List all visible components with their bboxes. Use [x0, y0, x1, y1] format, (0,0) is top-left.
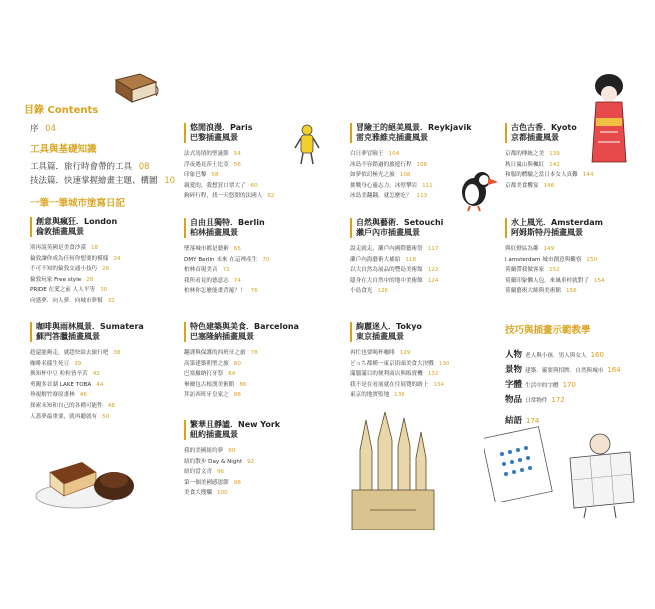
- city-subtitle: 紐約插畫風景: [190, 430, 238, 439]
- list-item: 京都的傳統之美 139: [505, 151, 560, 157]
- preface-entry: [30, 122, 56, 134]
- list-item: 冰島不容錯過的旅遊行程 106: [350, 161, 428, 168]
- tech-title: 技巧與插畫示範教學: [505, 325, 591, 336]
- city-title: 自由且獨特．Berlin: [190, 218, 265, 227]
- part1-item-label: 工具篇．旅行時會帶的工具: [30, 162, 133, 172]
- list-item: 荷蘭藝術大師與美術館 156: [505, 288, 577, 295]
- city-subtitle: 倫敦插畫風景: [36, 227, 84, 236]
- city-subtitle: 雷克雅維克插畫風景: [356, 133, 428, 142]
- city-block-reykjavik: [350, 123, 472, 202]
- list-item: 我不是在看展就在往展覽的路上 134: [350, 381, 445, 388]
- list-item: 小島食光 126: [350, 288, 389, 295]
- city-title: 咖啡與雨林風景．Sumatera: [36, 322, 144, 331]
- ending-entry: 結語 174: [505, 416, 540, 426]
- city-title: 悠閒浪漫．Paris: [190, 123, 253, 132]
- city-subtitle: 巴黎插畫風景: [190, 133, 238, 142]
- list-item: 向盛夢．向人夢．向城市夢幫 32: [30, 297, 115, 304]
- list-item: 勇闖多首湖 LAKE TOBA 44: [30, 381, 104, 388]
- list-item: 紐約散步 Day & Night 92: [184, 458, 255, 465]
- list-item: 法式馬情的聖誕節 54: [184, 151, 241, 157]
- list-item: 親愛的，我想買口罩大了 60: [184, 182, 258, 189]
- city-title: 創意與瘋狂．London: [36, 217, 118, 226]
- part1-item-page: 10: [164, 176, 176, 186]
- list-item: 如夢似幻極光之旅 108: [350, 172, 411, 179]
- list-item: 挑戰身心靈志力，冰壁攀岩 111: [350, 182, 433, 189]
- city-block-setouchi: [350, 218, 443, 297]
- list-item: 字體 生活中的字體 170: [505, 380, 576, 390]
- part1-item: [30, 174, 175, 186]
- list-item: 與紅燈區為鄰 149: [505, 246, 555, 252]
- map-reader-icon: [560, 432, 640, 518]
- list-item: 滿腦滿目的便利商店與販賣機 132: [350, 371, 439, 378]
- list-item: どっち都種一東京街頭美食大決戰 130: [350, 360, 450, 367]
- list-item: 物品 日常物件 172: [505, 395, 565, 405]
- city-title: 水上風光．Amsterdam: [511, 218, 603, 227]
- list-item: 柏林首現美音 72: [184, 267, 230, 274]
- city-block-amsterdam: [505, 218, 605, 297]
- city-block-berlin: [184, 218, 269, 297]
- list-item: 不可不知的倫敦交通小技巧 26: [30, 266, 110, 273]
- city-block-paris: [184, 123, 274, 202]
- part1-item-page: 08: [138, 162, 150, 172]
- city-title: 繁華且靜謐．New York: [190, 420, 281, 429]
- cake-icon: [30, 446, 140, 512]
- list-item: 別再說英國是美食沙漠 18: [30, 245, 99, 251]
- part1-item: [30, 160, 150, 172]
- list-item: 景物 建築．靈要與招牌．自然與城市 164: [505, 365, 621, 375]
- list-item: DMY Berlin 未來 在這裡產生 70: [184, 256, 270, 263]
- city-block-tokyo: [350, 322, 449, 401]
- city-block-barcelona: [184, 322, 299, 401]
- list-item: 咖啡名樣生死豆 39: [30, 360, 82, 367]
- list-item: 荷蘭帶我做客家 152: [505, 267, 560, 274]
- city-title: 絢麗迷人．Tokyo: [356, 322, 422, 331]
- list-item: 人蓋夢最重要，就再聽就有 50: [30, 413, 110, 420]
- list-item: 高第建築朝聖之旅 80: [184, 360, 241, 367]
- city-subtitle: 瀨戶內市插畫風景: [356, 228, 420, 237]
- list-item: 以大自然為展品的豐島美術館 122: [350, 267, 439, 274]
- tickets-icon: [484, 424, 554, 502]
- list-item: 鉤碎行程，找一天悠閒的法國人 62: [184, 193, 275, 200]
- part1-item-label: 技法篇．快速掌握繪畫主題、構圖: [30, 176, 158, 186]
- list-item: 瀨戶內海藝術大補給 118: [350, 256, 417, 263]
- sagrada-familia-icon: [330, 410, 450, 530]
- list-item: 隱身在大自然中的地中美術館 124: [350, 277, 439, 284]
- list-item: 拜訪西班牙皇家之 88: [184, 392, 241, 399]
- city-subtitle: 巴塞隆納插畫風景: [190, 332, 254, 341]
- part1-title: 工具與基礎知識: [30, 144, 97, 155]
- list-item: 浮夜遇見莎士比亞 56: [184, 161, 241, 168]
- list-item: 和服的體驗之當日本女人真難 144: [505, 172, 594, 179]
- list-item: 換知杯中豆 粒粒皆辛苦 42: [30, 371, 100, 378]
- list-item: 再忙也要喝杯咖啡 129: [350, 350, 411, 356]
- list-item: 趁還能夠走，就趕快給去旅行吧 38: [30, 350, 121, 356]
- toc-title: 目錄 Contents: [24, 105, 99, 116]
- preface-page: 04: [45, 124, 57, 134]
- list-item: 畢爾包古根漢美術館 86: [184, 381, 247, 388]
- city-subtitle: 東京插畫風景: [356, 332, 404, 341]
- city-title: 古色古香．Kyoto: [511, 123, 577, 132]
- list-item: 白日夢冒險王 104: [350, 151, 400, 157]
- list-item: 人物 老人與小孩．男人與女人 160: [505, 350, 604, 360]
- oscar-statue-icon: [292, 124, 322, 168]
- list-item: 京都美食饗宴 146: [505, 182, 555, 189]
- city-block-kyoto: [505, 123, 593, 191]
- list-item: 墜落城市都是藝術 65: [184, 246, 241, 252]
- list-item: 倫敦玩家 Free style 28: [30, 276, 94, 283]
- list-item: PRIDE 在愛之前 人人平等 30: [30, 287, 108, 294]
- list-item: 印象巴黎 58: [184, 172, 219, 179]
- list-item: 第一個美國感恩節 98: [184, 479, 241, 486]
- list-item: 柏林你怎麼能畫背罷？！ 76: [184, 288, 258, 295]
- list-item: 我所看見的德意志 74: [184, 277, 241, 284]
- list-item: 冰島美翻翻，就怎麼吃？ 113: [350, 193, 428, 200]
- preface-label: 序: [30, 124, 39, 134]
- list-item: 美食大搜爛 100: [184, 490, 228, 497]
- list-item: 我的美國紐約夢 90: [184, 448, 236, 454]
- city-subtitle: 阿姆斯特丹插畫風景: [511, 228, 583, 237]
- list-item: 倫敦讓你成為任何你想要的模樣 24: [30, 255, 121, 262]
- list-item: 說走就走，瀨戶內國際藝術祭 117: [350, 246, 439, 252]
- city-title: 特色建築與美食．Barcelona: [190, 322, 299, 331]
- list-item: 秋日嵐山與楓紅 142: [505, 161, 560, 168]
- list-item: 巴塞羅納打牙祭 84: [184, 371, 236, 378]
- list-item: 紐約當文青 96: [184, 469, 225, 476]
- city-block-sumatera: [30, 322, 144, 422]
- list-item: 荷蘭印象懶人包，來風車村就對了 154: [505, 277, 605, 284]
- list-item: 珍視解竹寮原畫林 46: [30, 392, 87, 399]
- city-title: 自然與藝術．Setouchi: [356, 218, 444, 227]
- city-subtitle: 蘇門答臘插畫風景: [36, 332, 100, 341]
- list-item: 東京的地實監地 136: [350, 392, 405, 399]
- list-item: 翻譯與保護的西班牙之旅 78: [184, 350, 258, 356]
- list-item: I amsterdam 城市創意與觀察 150: [505, 256, 598, 263]
- city-block-newyork: [184, 420, 280, 499]
- city-subtitle: 柏林插畫風景: [190, 228, 238, 237]
- city-block-london: [30, 217, 120, 307]
- part2-title: 一筆一筆城市塗寫日記: [30, 198, 126, 209]
- city-subtitle: 京都插畫風景: [511, 133, 559, 142]
- list-item: 探索未知和自己的各種可能性 48: [30, 402, 115, 409]
- book-icon: [112, 70, 160, 104]
- city-title: 冒險王的絕美風景．Reykjavik: [356, 123, 472, 132]
